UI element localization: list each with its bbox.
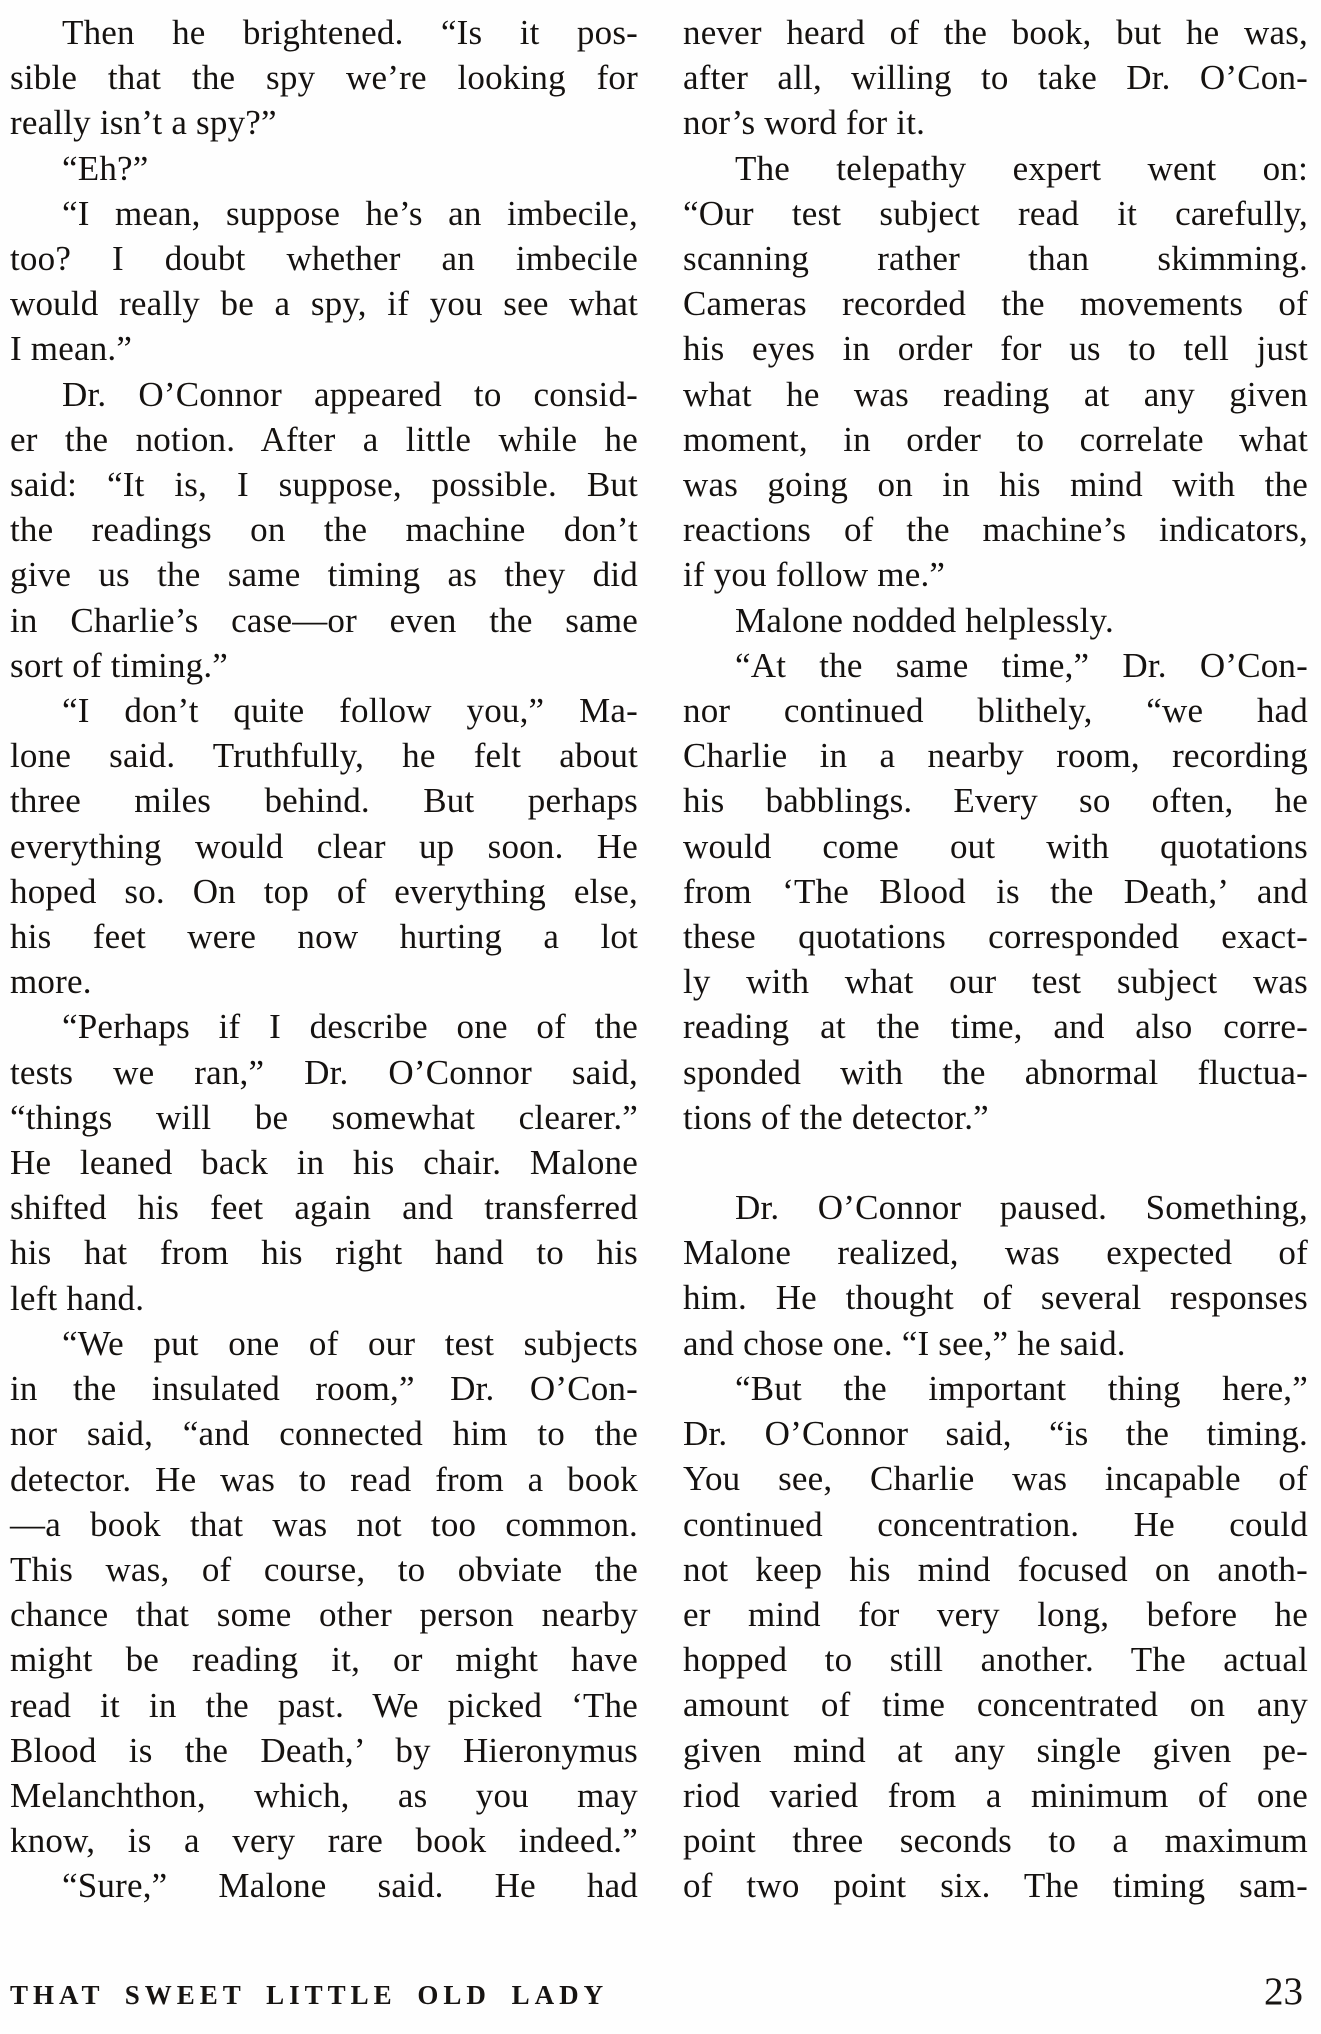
text-line: his eyes in order for us to tell just bbox=[683, 329, 1308, 369]
text-line: Malone realized, was expected of bbox=[683, 1233, 1308, 1273]
text-line: everything would clear up soon. He bbox=[10, 826, 638, 866]
text-line: er the notion. After a little while he bbox=[10, 419, 638, 459]
text-line: three miles behind. But perhaps bbox=[10, 781, 638, 821]
text-line: I mean.” bbox=[10, 329, 133, 369]
text-line: er mind for very long, before he bbox=[683, 1594, 1308, 1634]
text-line: in the insulated room,” Dr. O’Con- bbox=[10, 1369, 638, 1409]
text-line: not keep his mind focused on anoth- bbox=[683, 1549, 1308, 1589]
text-line: hopped to still another. The actual bbox=[683, 1640, 1308, 1680]
text-line: “Eh?” bbox=[62, 148, 149, 188]
text-line: “But the important thing here,” bbox=[735, 1368, 1308, 1408]
text-line: This was, of course, to obviate the bbox=[10, 1549, 638, 1589]
text-line: Dr. O’Connor appeared to consid- bbox=[62, 374, 638, 414]
text-line: from ‘The Blood is the Death,’ and bbox=[683, 871, 1308, 911]
text-line: Then he brightened. “Is it pos- bbox=[62, 13, 638, 52]
text-line: “Perhaps if I describe one of the bbox=[62, 1007, 638, 1047]
text-line: Cameras recorded the movements of bbox=[683, 284, 1308, 324]
text-line: You see, Charlie was incapable of bbox=[683, 1459, 1308, 1499]
text-line: Dr. O’Connor said, “is the timing. bbox=[683, 1414, 1308, 1454]
text-line: and chose one. “I see,” he said. bbox=[683, 1323, 1126, 1363]
text-line: the readings on the machine don’t bbox=[10, 510, 638, 550]
text-line: tests we ran,” Dr. O’Connor said, bbox=[10, 1052, 638, 1092]
text-line: detector. He was to read from a book bbox=[10, 1459, 638, 1499]
running-title: THAT SWEET LITTLE OLD LADY bbox=[10, 1980, 609, 2010]
text-line: shifted his feet again and transferred bbox=[10, 1188, 638, 1228]
text-line: “Our test subject read it carefully, bbox=[683, 193, 1308, 233]
text-line: of two point six. The timing sam- bbox=[683, 1866, 1308, 1906]
text-line: more. bbox=[10, 962, 92, 1002]
text-line: reactions of the machine’s indicators, bbox=[683, 510, 1308, 550]
text-line: Charlie in a nearby room, recording bbox=[683, 736, 1308, 776]
text-line: in Charlie’s case—or even the same bbox=[10, 600, 638, 640]
text-line: Blood is the Death,’ by Hieronymus bbox=[10, 1730, 638, 1770]
text-line: read it in the past. We picked ‘The bbox=[10, 1685, 638, 1725]
text-line: left hand. bbox=[10, 1278, 145, 1318]
text-line: point three seconds to a maximum bbox=[683, 1820, 1308, 1860]
text-line: amount of time concentrated on any bbox=[683, 1685, 1308, 1725]
text-line: his feet were now hurting a lot bbox=[10, 917, 638, 957]
text-line: said: “It is, I suppose, possible. But bbox=[10, 465, 638, 505]
text-line: really isn’t a spy?” bbox=[10, 103, 277, 143]
text-line: his hat from his right hand to his bbox=[10, 1233, 638, 1273]
text-line: “Sure,” Malone said. He had bbox=[62, 1866, 638, 1906]
text-line: if you follow me.” bbox=[683, 555, 946, 595]
text-line: riod varied from a minimum of one bbox=[683, 1775, 1308, 1815]
text-line: him. He thought of several responses bbox=[683, 1278, 1308, 1318]
text-line: never heard of the book, but he was, bbox=[683, 13, 1308, 52]
text-line: “I mean, suppose he’s an imbecile, bbox=[62, 193, 638, 233]
text-line: give us the same timing as they did bbox=[10, 555, 638, 595]
text-line: continued concentration. He could bbox=[683, 1504, 1308, 1544]
text-line: given mind at any single given pe- bbox=[683, 1730, 1308, 1770]
text-line: too? I doubt whether an imbecile bbox=[10, 239, 638, 279]
text-line: —a book that was not too common. bbox=[10, 1504, 638, 1544]
text-line: sort of timing.” bbox=[10, 645, 229, 685]
text-line: reading at the time, and also corre- bbox=[683, 1007, 1308, 1047]
text-line: would come out with quotations bbox=[683, 826, 1308, 866]
text-line: “At the same time,” Dr. O’Con- bbox=[735, 645, 1308, 685]
text-column-left bbox=[10, 10, 638, 1909]
text-line: moment, in order to correlate what bbox=[683, 419, 1308, 459]
text-line: chance that some other person nearby bbox=[10, 1595, 638, 1635]
text-line: “things will be somewhat clearer.” bbox=[10, 1097, 638, 1137]
text-line: nor’s word for it. bbox=[683, 103, 926, 143]
text-line: “We put one of our test subjects bbox=[62, 1323, 638, 1363]
text-line: Dr. O’Connor paused. Something, bbox=[735, 1188, 1308, 1228]
text-line: would really be a spy, if you see what bbox=[10, 284, 638, 324]
text-line: Malone nodded helplessly. bbox=[735, 600, 1114, 640]
text-line: was going on in his mind with the bbox=[683, 465, 1308, 505]
text-line: hoped so. On top of everything else, bbox=[10, 871, 638, 911]
text-line: lone said. Truthfully, he felt about bbox=[10, 736, 638, 776]
text-line: his babblings. Every so often, he bbox=[683, 781, 1308, 821]
text-line: sponded with the abnormal fluctua- bbox=[683, 1052, 1308, 1092]
text-line: nor continued blithely, “we had bbox=[683, 691, 1308, 731]
text-line: ly with what our test subject was bbox=[683, 962, 1308, 1002]
text-line: “I don’t quite follow you,” Ma- bbox=[62, 691, 638, 731]
text-line: might be reading it, or might have bbox=[10, 1640, 638, 1680]
text-line: scanning rather than skimming. bbox=[683, 239, 1308, 279]
text-line: after all, willing to take Dr. O’Con- bbox=[683, 58, 1308, 98]
text-line: The telepathy expert went on: bbox=[735, 148, 1308, 188]
text-line: tions of the detector.” bbox=[683, 1097, 989, 1137]
text-line: what he was reading at any given bbox=[683, 374, 1308, 414]
text-line: sible that the spy we’re looking for bbox=[10, 58, 638, 98]
text-line: Melanchthon, which, as you may bbox=[10, 1775, 638, 1815]
page-footer bbox=[10, 1972, 1303, 2011]
page-number: 23 bbox=[1264, 1970, 1303, 2013]
text-line: He leaned back in his chair. Malone bbox=[10, 1143, 638, 1183]
text-line: these quotations corresponded exact- bbox=[683, 917, 1308, 957]
text-column-right bbox=[683, 10, 1308, 1908]
text-line: know, is a very rare book indeed.” bbox=[10, 1821, 638, 1861]
text-line: nor said, “and connected him to the bbox=[10, 1414, 638, 1454]
